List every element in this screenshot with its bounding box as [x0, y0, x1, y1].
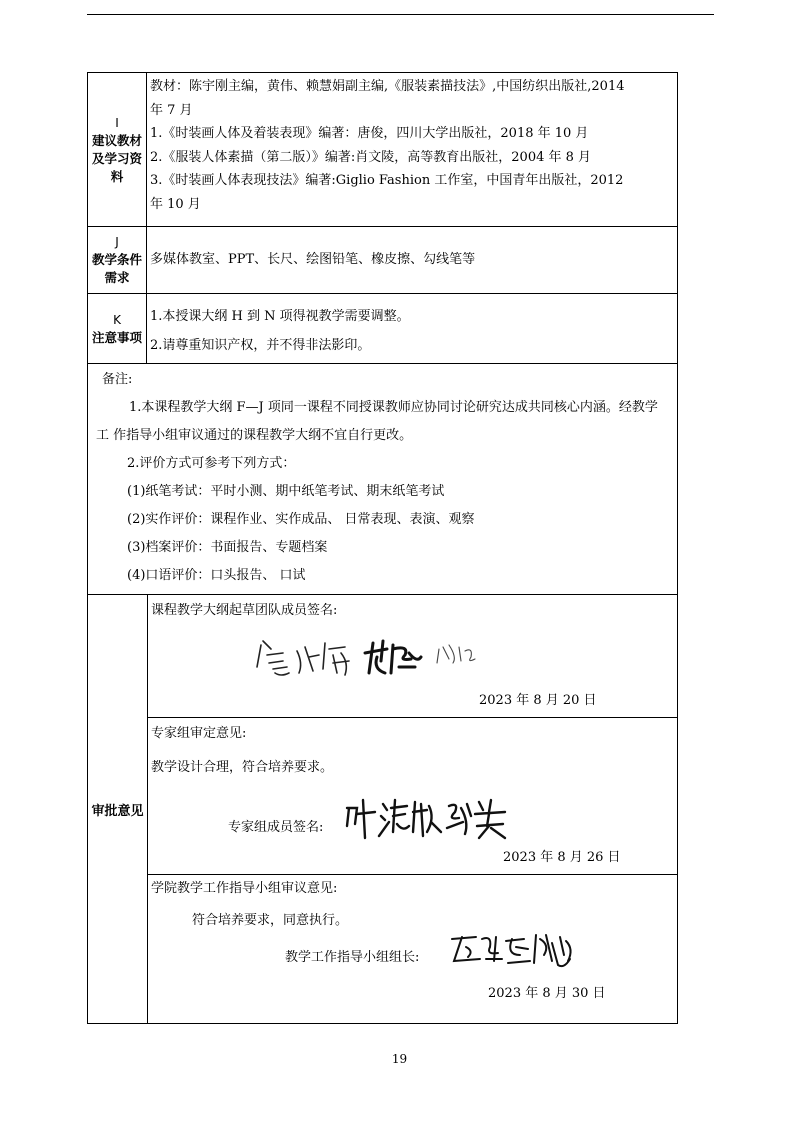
conditions-content: 多媒体教室、PPT、长尺、绘图铅笔、橡皮擦、勾线笔等: [150, 252, 476, 268]
remarks-item: (3)档案评价：书面报告、专题档案: [127, 540, 328, 555]
notes-line: 1.本授课大纲 H 到 N 项得视教学需要调整。: [150, 309, 410, 324]
remarks-content: [88, 364, 677, 594]
row-remarks: [87, 364, 678, 595]
page-number: 19: [391, 1052, 408, 1066]
college-sign-label: 教学工作指导小组组长:: [285, 950, 420, 965]
row-label-conditions: J 教学条件 需求: [88, 227, 147, 293]
expert-signatures: [343, 792, 513, 846]
remarks-item: (2)实作评价：课程作业、实作成品、 日常表现、表演、观察: [127, 512, 475, 527]
remarks-item: (1)纸笔考试：平时小测、期中纸笔考试、期末纸笔考试: [127, 484, 445, 499]
notes-content: [147, 294, 677, 363]
expert-date: 2023 年 8 月 26 日: [503, 850, 621, 865]
row-conditions: [87, 227, 678, 294]
materials-line: 1.《时装画人体及着装表现》编著：唐俊，四川大学出版社，2018 年 10 月: [150, 126, 589, 141]
header-rule: [87, 14, 714, 15]
drafting-signatures: [253, 633, 513, 683]
materials-line: 年 10 月: [150, 196, 201, 212]
expert-section: [148, 718, 677, 875]
materials-line: 教材：陈宇刚主编，黄伟、赖慧娟副主编,《服装素描技法》,中国纺织出版社,2014: [150, 79, 625, 94]
row-label-materials: I 建议教材 及学习资 料: [88, 73, 147, 226]
materials-content: [147, 73, 677, 226]
drafting-section: [148, 595, 677, 718]
expert-opinion: 教学设计合理，符合培养要求。: [151, 760, 334, 775]
notes-line: 2.请尊重知识产权，并不得非法影印。: [150, 338, 371, 353]
row-label-notes: K 注意事项: [88, 294, 147, 363]
remarks-item: (4)口语评价：口头报告、 口试: [127, 568, 306, 583]
materials-line: 2.《服装人体素描（第二版）》编著:肖文陵，高等教育出版社，2004 年 8 月: [150, 149, 592, 165]
materials-line: 3.《时装画人体表现技法》编著:Giglio Fashion 工作室，中国青年出版社，2012: [150, 173, 624, 188]
college-signature: [446, 925, 586, 975]
remarks-para: 2.评价方式可参考下列方式：: [127, 456, 296, 471]
expert-title: 专家组审定意见:: [151, 726, 247, 741]
row-materials: [87, 72, 678, 227]
expert-sign-label: 专家组成员签名:: [228, 820, 324, 835]
materials-line: 年 7 月: [150, 102, 193, 118]
remarks-title: 备注:: [102, 372, 133, 387]
drafting-title: 课程教学大纲起草团队成员签名:: [151, 603, 338, 618]
college-section: [148, 875, 677, 1023]
row-approval: [87, 595, 678, 1024]
approval-label: 审批意见: [88, 595, 148, 1023]
row-notes: [87, 294, 678, 364]
college-title: 学院教学工作指导小组审议意见:: [151, 881, 338, 896]
college-opinion: 符合培养要求，同意执行。: [192, 913, 349, 928]
college-date: 2023 年 8 月 30 日: [488, 986, 606, 1001]
course-outline-table: [87, 72, 678, 1024]
approval-body: [148, 595, 677, 1023]
remarks-para: 1.本课程教学大纲 F—J 项同一课程不同授课教师应协同讨论研究达成共同核心内涵。经教学工 作指导小组审议通过的课程教学大纲不宜自行更改。: [96, 400, 658, 443]
drafting-date: 2023 年 8 月 20 日: [479, 693, 597, 708]
